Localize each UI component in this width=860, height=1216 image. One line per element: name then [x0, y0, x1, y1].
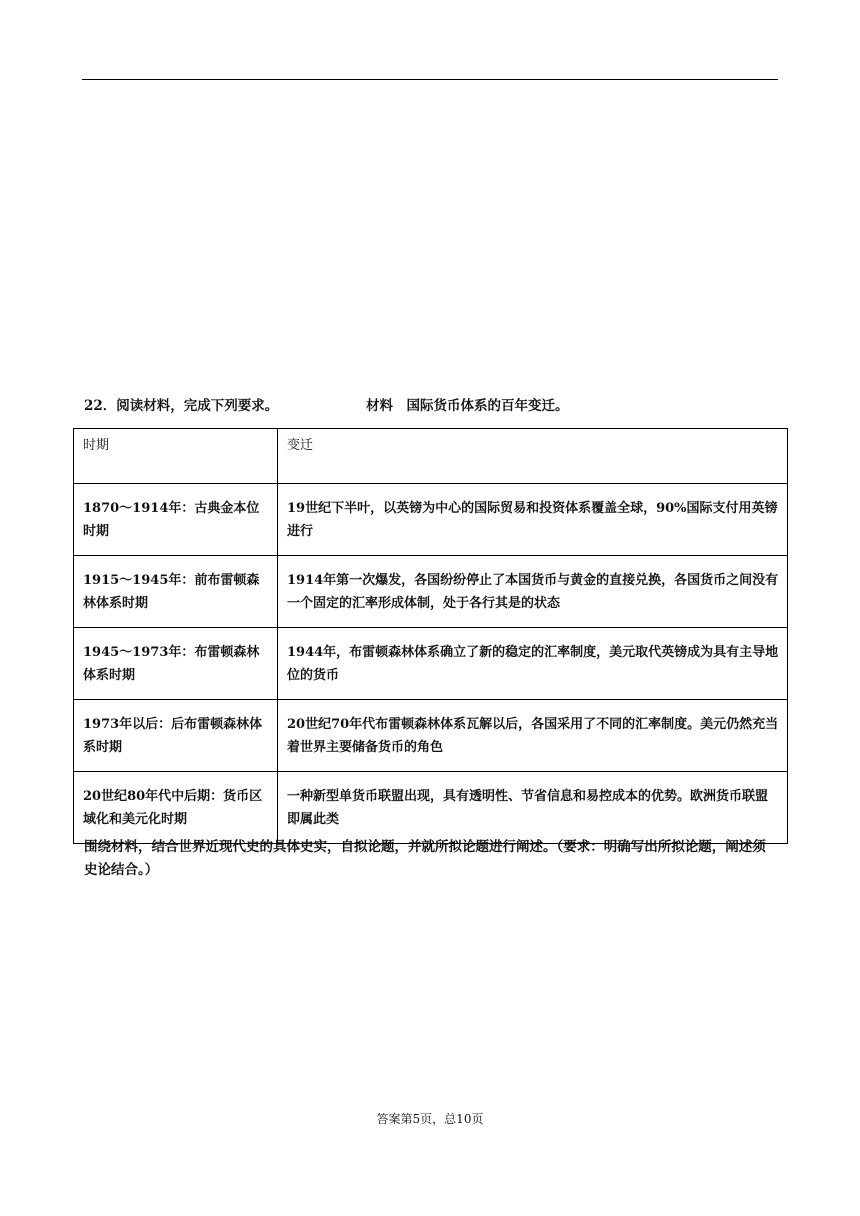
period-cell: 1870～1914年：古典金本位时期: [74, 484, 278, 556]
table-row: [74, 556, 788, 628]
material-title: 材料 国际货币体系的百年变迁。: [366, 398, 569, 414]
question-prompt: 22．阅读材料，完成下列要求。: [84, 398, 279, 414]
page-footer: 答案第5页，总10页: [376, 1112, 484, 1126]
column-header-change: 变迁: [278, 429, 788, 484]
question-heading: [84, 394, 784, 414]
task-instructions: 围绕材料，结合世界近现代史的具体史实，自拟论题，并就所拟论题进行阐述。（要求：明确写出所拟论题，阐述须史论结合。）: [84, 839, 766, 878]
column-header-period: 时期: [74, 429, 278, 484]
period-cell: 1945～1973年：布雷顿森林体系时期: [74, 628, 278, 700]
change-cell: 1914年第一次爆发，各国纷纷停止了本国货币与黄金的直接兑换，各国货币之间没有一个固定的汇率形成体制，处于各行其是的状态: [278, 556, 788, 628]
table-row: [74, 628, 788, 700]
period-cell: 1915～1945年：前布雷顿森林体系时期: [74, 556, 278, 628]
change-cell: 19世纪下半叶，以英镑为中心的国际贸易和投资体系覆盖全球，90%国际支付用英镑进行: [278, 484, 788, 556]
change-cell: 一种新型单货币联盟出现，具有透明性、节省信息和易控成本的优势。欧洲货币联盟即属此类: [278, 772, 788, 844]
period-cell: 1973年以后：后布雷顿森林体系时期: [74, 700, 278, 772]
table-header-row: [74, 429, 788, 484]
table-row: [74, 700, 788, 772]
change-cell: 20世纪70年代布雷顿森林体系瓦解以后，各国采用了不同的汇率制度。美元仍然充当着世界主要储备货币的角色: [278, 700, 788, 772]
table-row: [74, 772, 788, 844]
header-rule: [82, 79, 778, 80]
change-cell: 1944年，布雷顿森林体系确立了新的稳定的汇率制度，美元取代英镑成为具有主导地位的货币: [278, 628, 788, 700]
material-table: [73, 428, 788, 844]
period-cell: 20世纪80年代中后期：货币区域化和美元化时期: [74, 772, 278, 844]
table-row: [74, 484, 788, 556]
